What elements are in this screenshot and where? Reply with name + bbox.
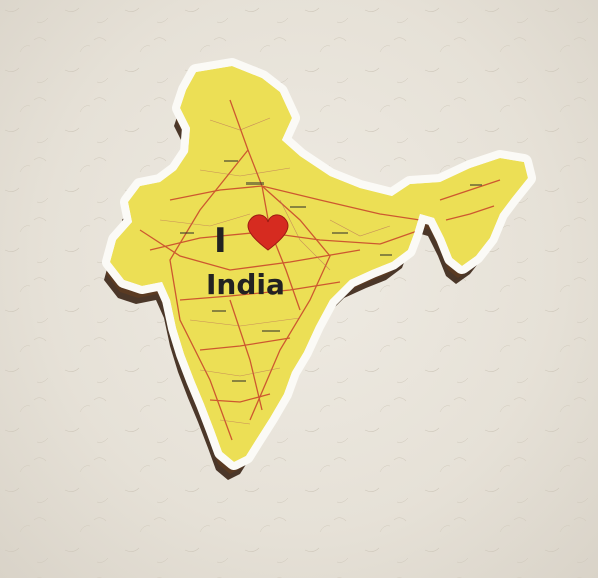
slogan-prefix: I <box>214 221 227 261</box>
slogan-word: India <box>206 268 285 301</box>
